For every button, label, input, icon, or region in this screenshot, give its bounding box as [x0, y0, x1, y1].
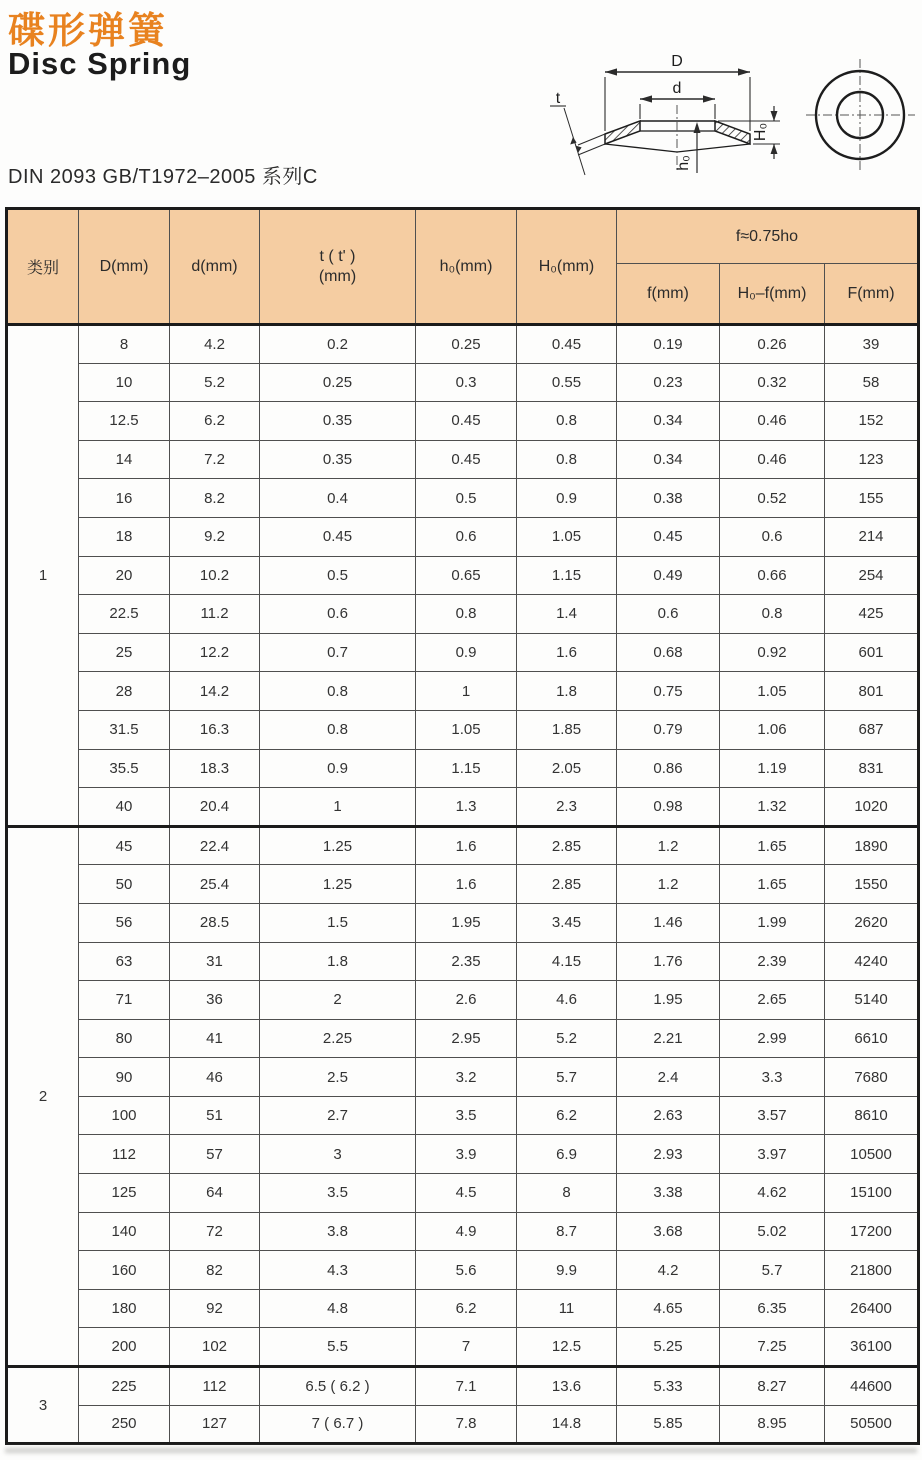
table-cell: 1 — [416, 672, 517, 711]
table-cell: 4.9 — [416, 1212, 517, 1251]
table-cell: 0.45 — [617, 517, 720, 556]
table-cell: 3.5 — [416, 1096, 517, 1135]
table-cell: 0.45 — [416, 440, 517, 479]
table-row — [7, 363, 919, 402]
table-cell: 18 — [79, 517, 170, 556]
table-cell: 425 — [825, 595, 919, 634]
table-cell: 214 — [825, 517, 919, 556]
table-cell: 4240 — [825, 942, 919, 981]
header-D: D(mm) — [79, 209, 170, 325]
table-cell: 0.52 — [720, 479, 825, 518]
table-row — [7, 1212, 919, 1251]
table-cell: 0.6 — [617, 595, 720, 634]
table-row — [7, 865, 919, 904]
disc-spring-technical-drawing — [540, 35, 922, 200]
table-cell: 0.38 — [617, 479, 720, 518]
table-cell: 123 — [825, 440, 919, 479]
table-cell: 0.45 — [416, 402, 517, 441]
table-cell: 8 — [79, 325, 170, 364]
label-d: d — [672, 80, 682, 97]
table-cell: 28.5 — [170, 903, 260, 942]
standard-reference: DIN 2093 GB/T1972–2005 系列C — [8, 166, 318, 188]
table-cell: 0.75 — [617, 672, 720, 711]
table-cell: 39 — [825, 325, 919, 364]
table-cell: 0.45 — [260, 517, 416, 556]
header-category: 类别 — [7, 209, 79, 325]
table-cell: 180 — [79, 1289, 170, 1328]
header-t-line2: (mm) — [318, 267, 357, 285]
table-cell: 4.2 — [617, 1251, 720, 1290]
table-row — [7, 1328, 919, 1367]
table-cell: 6610 — [825, 1019, 919, 1058]
table-cell: 0.5 — [260, 556, 416, 595]
table-cell: 0.8 — [517, 402, 617, 441]
header-F: F(mm) — [825, 264, 919, 325]
table-cell: 10500 — [825, 1135, 919, 1174]
table-cell: 1.15 — [517, 556, 617, 595]
table-cell: 0.9 — [517, 479, 617, 518]
table-cell: 1.19 — [720, 749, 825, 788]
table-row — [7, 826, 919, 865]
table-row — [7, 1174, 919, 1213]
table-cell: 1.95 — [617, 981, 720, 1020]
table-cell: 254 — [825, 556, 919, 595]
table-cell: 0.7 — [260, 633, 416, 672]
table-cell: 0.32 — [720, 363, 825, 402]
table-cell: 2.99 — [720, 1019, 825, 1058]
table-cell: 4.62 — [720, 1174, 825, 1213]
table-cell: 1.15 — [416, 749, 517, 788]
table-cell: 0.49 — [617, 556, 720, 595]
table-cell: 127 — [170, 1405, 260, 1444]
header-H0: H₀(mm) — [517, 209, 617, 325]
table-cell: 12.5 — [79, 402, 170, 441]
table-row — [7, 1096, 919, 1135]
table-cell: 6.9 — [517, 1135, 617, 1174]
table-cell: 80 — [79, 1019, 170, 1058]
table-cell: 51 — [170, 1096, 260, 1135]
table-cell: 1.85 — [517, 710, 617, 749]
table-cell: 1.6 — [416, 826, 517, 865]
table-cell: 601 — [825, 633, 919, 672]
table-cell: 5.85 — [617, 1405, 720, 1444]
table-cell: 1.8 — [517, 672, 617, 711]
table-cell: 4.2 — [170, 325, 260, 364]
table-cell: 5.6 — [416, 1251, 517, 1290]
table-cell: 1.3 — [416, 788, 517, 827]
table-cell: 46 — [170, 1058, 260, 1097]
table-cell: 2.85 — [517, 865, 617, 904]
table-cell: 12.5 — [517, 1328, 617, 1367]
table-cell: 6.2 — [416, 1289, 517, 1328]
dimension-t — [550, 90, 605, 175]
table-cell: 10 — [79, 363, 170, 402]
table-cell: 0.8 — [517, 440, 617, 479]
table-cell: 2.4 — [617, 1058, 720, 1097]
table-cell: 5.25 — [617, 1328, 720, 1367]
table-cell: 1.25 — [260, 865, 416, 904]
table-cell: 21800 — [825, 1251, 919, 1290]
table-cell: 1.05 — [720, 672, 825, 711]
table-row — [7, 710, 919, 749]
table-cell: 3.57 — [720, 1096, 825, 1135]
table-cell: 1.25 — [260, 826, 416, 865]
table-row — [7, 1135, 919, 1174]
table-cell: 10.2 — [170, 556, 260, 595]
table-cell: 4.8 — [260, 1289, 416, 1328]
header-t — [260, 209, 416, 325]
table-cell: 801 — [825, 672, 919, 711]
label-h0: h₀ — [675, 155, 692, 171]
header-f: f(mm) — [617, 264, 720, 325]
table-cell: 2.05 — [517, 749, 617, 788]
table-cell: 1.32 — [720, 788, 825, 827]
table-row — [7, 556, 919, 595]
table-cell: 140 — [79, 1212, 170, 1251]
table-cell: 2.5 — [260, 1058, 416, 1097]
table-cell: 11.2 — [170, 595, 260, 634]
table-cell: 0.45 — [517, 325, 617, 364]
disc-spring-spec-table — [5, 207, 920, 1445]
header-f-group: f≈0.75ho — [617, 209, 919, 264]
table-cell: 0.25 — [260, 363, 416, 402]
table-cell: 1.76 — [617, 942, 720, 981]
table-cell: 9.9 — [517, 1251, 617, 1290]
table-cell: 1.65 — [720, 865, 825, 904]
table-cell: 200 — [79, 1328, 170, 1367]
table-cell: 155 — [825, 479, 919, 518]
table-row — [7, 517, 919, 556]
table-cell: 7680 — [825, 1058, 919, 1097]
table-cell: 5.2 — [170, 363, 260, 402]
table-cell: 160 — [79, 1251, 170, 1290]
table-cell: 0.6 — [260, 595, 416, 634]
table-cell: 152 — [825, 402, 919, 441]
table-cell: 0.6 — [416, 517, 517, 556]
table-cell: 13.6 — [517, 1367, 617, 1406]
table-cell: 1.99 — [720, 903, 825, 942]
table-cell: 1.6 — [517, 633, 617, 672]
table-cell: 1.05 — [517, 517, 617, 556]
table-cell: 22.5 — [79, 595, 170, 634]
table-row — [7, 633, 919, 672]
table-cell: 0.8 — [720, 595, 825, 634]
table-cell: 5.2 — [517, 1019, 617, 1058]
table-cell: 20 — [79, 556, 170, 595]
table-cell: 50 — [79, 865, 170, 904]
page-title-chinese: 碟形弹簧 — [8, 10, 168, 51]
table-cell: 225 — [79, 1367, 170, 1406]
table-cell: 8.7 — [517, 1212, 617, 1251]
table-cell: 3.68 — [617, 1212, 720, 1251]
table-cell: 1.05 — [416, 710, 517, 749]
table-cell: 0.35 — [260, 402, 416, 441]
table-cell: 0.8 — [416, 595, 517, 634]
table-row — [7, 402, 919, 441]
table-cell: 2.85 — [517, 826, 617, 865]
table-cell: 102 — [170, 1328, 260, 1367]
table-cell: 7 — [416, 1328, 517, 1367]
table-row — [7, 981, 919, 1020]
table-cell: 7 ( 6.7 ) — [260, 1405, 416, 1444]
table-cell: 8610 — [825, 1096, 919, 1135]
table-cell: 5140 — [825, 981, 919, 1020]
label-H0: H₀ — [752, 122, 769, 142]
table-cell: 3.38 — [617, 1174, 720, 1213]
table-body — [7, 325, 919, 1444]
label-D: D — [671, 53, 683, 70]
table-cell: 20.4 — [170, 788, 260, 827]
table-cell: 36 — [170, 981, 260, 1020]
table-cell: 57 — [170, 1135, 260, 1174]
table-cell: 0.4 — [260, 479, 416, 518]
table-cell: 2.21 — [617, 1019, 720, 1058]
table-cell: 18.3 — [170, 749, 260, 788]
label-t: t — [555, 90, 561, 107]
dimension-h0 — [675, 122, 701, 173]
table-cell: 1.8 — [260, 942, 416, 981]
table-cell: 5.7 — [517, 1058, 617, 1097]
page-bottom-shadow — [5, 1448, 917, 1453]
table-cell: 50500 — [825, 1405, 919, 1444]
table-cell: 112 — [170, 1367, 260, 1406]
table-cell: 1.65 — [720, 826, 825, 865]
table-cell: 7.8 — [416, 1405, 517, 1444]
table-cell: 64 — [170, 1174, 260, 1213]
table-cell: 831 — [825, 749, 919, 788]
table-cell: 250 — [79, 1405, 170, 1444]
table-cell: 100 — [79, 1096, 170, 1135]
table-cell: 0.5 — [416, 479, 517, 518]
table-cell: 31 — [170, 942, 260, 981]
table-cell: 0.3 — [416, 363, 517, 402]
table-cell: 1.6 — [416, 865, 517, 904]
table-cell: 35.5 — [79, 749, 170, 788]
table-cell: 6.2 — [170, 402, 260, 441]
table-cell: 9.2 — [170, 517, 260, 556]
table-cell: 22.4 — [170, 826, 260, 865]
table-cell: 14.2 — [170, 672, 260, 711]
table-cell: 0.26 — [720, 325, 825, 364]
table-row — [7, 788, 919, 827]
table-cell: 687 — [825, 710, 919, 749]
table-cell: 45 — [79, 826, 170, 865]
table-cell: 17200 — [825, 1212, 919, 1251]
table-cell: 82 — [170, 1251, 260, 1290]
table-cell: 92 — [170, 1289, 260, 1328]
table-cell: 4.5 — [416, 1174, 517, 1213]
table-cell: 0.68 — [617, 633, 720, 672]
table-cell: 112 — [79, 1135, 170, 1174]
table-cell: 1890 — [825, 826, 919, 865]
table-cell: 0.86 — [617, 749, 720, 788]
table-cell: 1.46 — [617, 903, 720, 942]
table-row — [7, 1251, 919, 1290]
table-cell: 58 — [825, 363, 919, 402]
table-cell: 16.3 — [170, 710, 260, 749]
table-row — [7, 440, 919, 479]
table-cell: 0.35 — [260, 440, 416, 479]
table-cell: 0.6 — [720, 517, 825, 556]
table-row — [7, 1405, 919, 1444]
table-cell: 1.2 — [617, 865, 720, 904]
table-cell: 3.97 — [720, 1135, 825, 1174]
table-row — [7, 1019, 919, 1058]
table-cell: 0.9 — [416, 633, 517, 672]
table-cell: 8.2 — [170, 479, 260, 518]
table-cell: 26400 — [825, 1289, 919, 1328]
table-cell: 2620 — [825, 903, 919, 942]
table-cell: 7.25 — [720, 1328, 825, 1367]
table-cell: 5.5 — [260, 1328, 416, 1367]
header-H0-minus-f: H₀–f(mm) — [720, 264, 825, 325]
table-cell: 1020 — [825, 788, 919, 827]
table-cell: 2.93 — [617, 1135, 720, 1174]
table-cell: 0.65 — [416, 556, 517, 595]
table-cell: 7.1 — [416, 1367, 517, 1406]
table-cell: 0.8 — [260, 672, 416, 711]
table-cell: 40 — [79, 788, 170, 827]
table-cell: 3 — [260, 1135, 416, 1174]
header-t-line1: t ( t' ) — [319, 247, 356, 265]
table-cell: 1.2 — [617, 826, 720, 865]
table-cell: 2.7 — [260, 1096, 416, 1135]
table-cell: 2.35 — [416, 942, 517, 981]
table-cell: 2.95 — [416, 1019, 517, 1058]
table-cell: 5.33 — [617, 1367, 720, 1406]
table-cell: 72 — [170, 1212, 260, 1251]
front-view — [806, 59, 915, 171]
category-cell: 1 — [7, 325, 79, 827]
table-cell: 3.9 — [416, 1135, 517, 1174]
header-d: d(mm) — [170, 209, 260, 325]
table-cell: 25 — [79, 633, 170, 672]
table-cell: 1.4 — [517, 595, 617, 634]
table-cell: 2.39 — [720, 942, 825, 981]
table-row — [7, 1289, 919, 1328]
table-cell: 3.2 — [416, 1058, 517, 1097]
table-cell: 2.63 — [617, 1096, 720, 1135]
table-cell: 1.95 — [416, 903, 517, 942]
table-row — [7, 479, 919, 518]
table-row — [7, 672, 919, 711]
table-cell: 2 — [260, 981, 416, 1020]
table-cell: 16 — [79, 479, 170, 518]
table-cell: 4.6 — [517, 981, 617, 1020]
header-h0: h₀(mm) — [416, 209, 517, 325]
table-cell: 63 — [79, 942, 170, 981]
table-cell: 6.35 — [720, 1289, 825, 1328]
table-cell: 0.25 — [416, 325, 517, 364]
category-cell: 3 — [7, 1367, 79, 1444]
table-cell: 0.34 — [617, 402, 720, 441]
table-cell: 31.5 — [79, 710, 170, 749]
table-cell: 0.8 — [260, 710, 416, 749]
table-cell: 0.34 — [617, 440, 720, 479]
table-cell: 0.2 — [260, 325, 416, 364]
table-cell: 2.3 — [517, 788, 617, 827]
table-cell: 1550 — [825, 865, 919, 904]
table-cell: 0.23 — [617, 363, 720, 402]
table-row — [7, 1367, 919, 1406]
table-cell: 8.27 — [720, 1367, 825, 1406]
table-cell: 1.5 — [260, 903, 416, 942]
table-cell: 8 — [517, 1174, 617, 1213]
table-cell: 12.2 — [170, 633, 260, 672]
table-cell: 6.5 ( 6.2 ) — [260, 1367, 416, 1406]
table-cell: 3.8 — [260, 1212, 416, 1251]
table-cell: 0.92 — [720, 633, 825, 672]
table-cell: 2.6 — [416, 981, 517, 1020]
table-cell: 25.4 — [170, 865, 260, 904]
category-cell: 2 — [7, 826, 79, 1366]
table-cell: 14.8 — [517, 1405, 617, 1444]
table-cell: 0.9 — [260, 749, 416, 788]
table-cell: 71 — [79, 981, 170, 1020]
table-cell: 36100 — [825, 1328, 919, 1367]
table-cell: 4.15 — [517, 942, 617, 981]
table-cell: 4.65 — [617, 1289, 720, 1328]
table-cell: 5.7 — [720, 1251, 825, 1290]
table-row — [7, 942, 919, 981]
table-cell: 125 — [79, 1174, 170, 1213]
table-row — [7, 595, 919, 634]
table-cell: 5.02 — [720, 1212, 825, 1251]
table-cell: 11 — [517, 1289, 617, 1328]
table-cell: 7.2 — [170, 440, 260, 479]
table-cell: 0.46 — [720, 402, 825, 441]
table-row — [7, 903, 919, 942]
table-cell: 14 — [79, 440, 170, 479]
table-cell: 90 — [79, 1058, 170, 1097]
table-cell: 2.25 — [260, 1019, 416, 1058]
table-cell: 56 — [79, 903, 170, 942]
table-cell: 0.55 — [517, 363, 617, 402]
table-cell: 8.95 — [720, 1405, 825, 1444]
table-row — [7, 1058, 919, 1097]
table-cell: 1 — [260, 788, 416, 827]
table-cell: 3.5 — [260, 1174, 416, 1213]
table-cell: 0.66 — [720, 556, 825, 595]
table-cell: 3.45 — [517, 903, 617, 942]
table-cell: 44600 — [825, 1367, 919, 1406]
table-row — [7, 325, 919, 364]
table-header — [7, 209, 919, 325]
table-cell: 4.3 — [260, 1251, 416, 1290]
table-cell: 3.3 — [720, 1058, 825, 1097]
table-cell: 41 — [170, 1019, 260, 1058]
table-cell: 0.98 — [617, 788, 720, 827]
table-row — [7, 749, 919, 788]
page-title-english: Disc Spring — [8, 46, 192, 81]
table-cell: 28 — [79, 672, 170, 711]
table-cell: 0.79 — [617, 710, 720, 749]
table-cell: 0.19 — [617, 325, 720, 364]
table-cell: 15100 — [825, 1174, 919, 1213]
table-cell: 6.2 — [517, 1096, 617, 1135]
table-cell: 0.46 — [720, 440, 825, 479]
table-cell: 2.65 — [720, 981, 825, 1020]
table-cell: 1.06 — [720, 710, 825, 749]
